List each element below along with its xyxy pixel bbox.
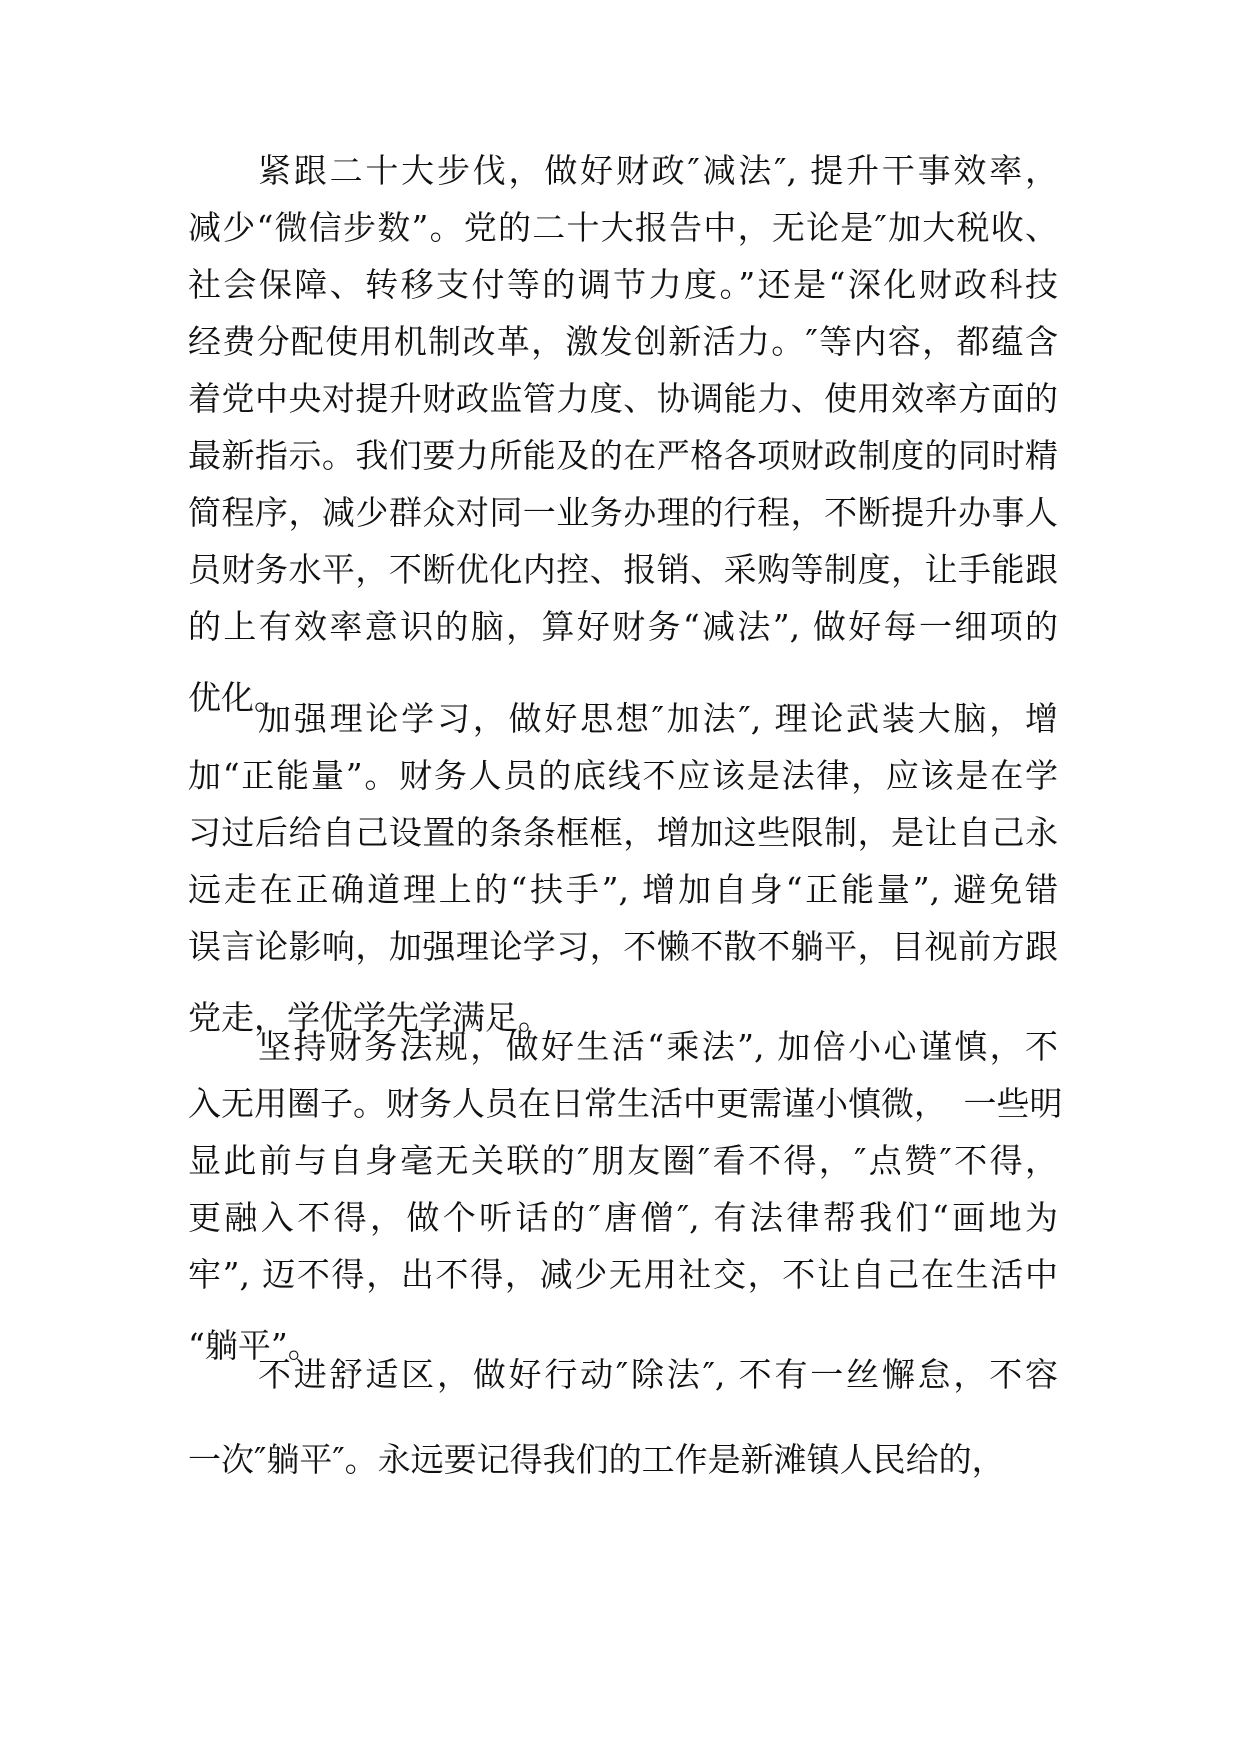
text-line: 误言论影响，加强理论学习，不懒不散不躺平，目视前方跟 bbox=[188, 927, 1058, 966]
text-line: 加强理论学习，做好思想″加法″, 理论武装大脑，增 bbox=[258, 699, 1058, 738]
text-line: 更融入不得，做个听话的″唐僧″, 有法律帮我们“画地为 bbox=[188, 1198, 1058, 1237]
paragraph-multiplication bbox=[188, 1018, 1063, 1374]
text-line: “躺平”。 bbox=[188, 1326, 321, 1365]
paragraph-division bbox=[188, 1346, 1058, 1488]
text-line: 加“正能量”。财务人员的底线不应该是法律，应该是在学 bbox=[188, 756, 1058, 795]
text-line: 坚持财务法规，做好生活“乘法”, 加倍小心谨慎，不 bbox=[258, 1027, 1058, 1066]
text-line: 牢”, 迈不得，出不得，减少无用社交，不让自己在生活中 bbox=[188, 1255, 1058, 1294]
paragraph-subtraction bbox=[188, 142, 1058, 726]
text-line: 远走在正确道理上的“扶手”, 增加自身“正能量”, 避免错 bbox=[188, 870, 1058, 909]
text-line: 显此前与自身毫无关联的″朋友圈″看不得，″点赞″不得， bbox=[188, 1141, 1058, 1180]
text-line: 一次″躺平″。永远要记得我们的工作是新滩镇人民给的， bbox=[188, 1440, 1005, 1479]
text-line: 的上有效率意识的脑，算好财务“减法”, 做好每一细项的 bbox=[188, 607, 1058, 646]
text-line: 减少“微信步数”。党的二十大报告中，无论是″加大税收、 bbox=[188, 208, 1058, 247]
text-line: 最新指示。我们要力所能及的在严格各项财政制度的同时精 bbox=[188, 436, 1058, 475]
text-line: 习过后给自己设置的条条框框，增加这些限制，是让自己永 bbox=[188, 813, 1058, 852]
text-line: 党走，学优学先学满足。 bbox=[188, 998, 551, 1037]
text-line: 优化。 bbox=[188, 678, 287, 717]
text-line: 不进舒适区，做好行动″除法″, 不有一丝懈怠，不容 bbox=[258, 1355, 1058, 1394]
text-line: 入无用圈子。财务人员在日常生活中更需谨小慎微， 一些明 bbox=[188, 1084, 1063, 1123]
text-line: 社会保障、转移支付等的调节力度。”还是“深化财政科技 bbox=[188, 265, 1058, 304]
text-line: 员财务水平，不断优化内控、报销、采购等制度，让手能跟 bbox=[188, 550, 1058, 589]
text-line: 简程序，减少群众对同一业务办理的行程，不断提升办事人 bbox=[188, 493, 1058, 532]
text-line: 经费分配使用机制改革，激发创新活力。″等内容，都蕴含 bbox=[188, 322, 1058, 361]
text-line: 紧跟二十大步伐，做好财政″减法″, 提升干事效率， bbox=[258, 151, 1058, 190]
paragraph-addition bbox=[188, 690, 1058, 1046]
text-line: 着党中央对提升财政监管力度、协调能力、使用效率方面的 bbox=[188, 379, 1058, 418]
